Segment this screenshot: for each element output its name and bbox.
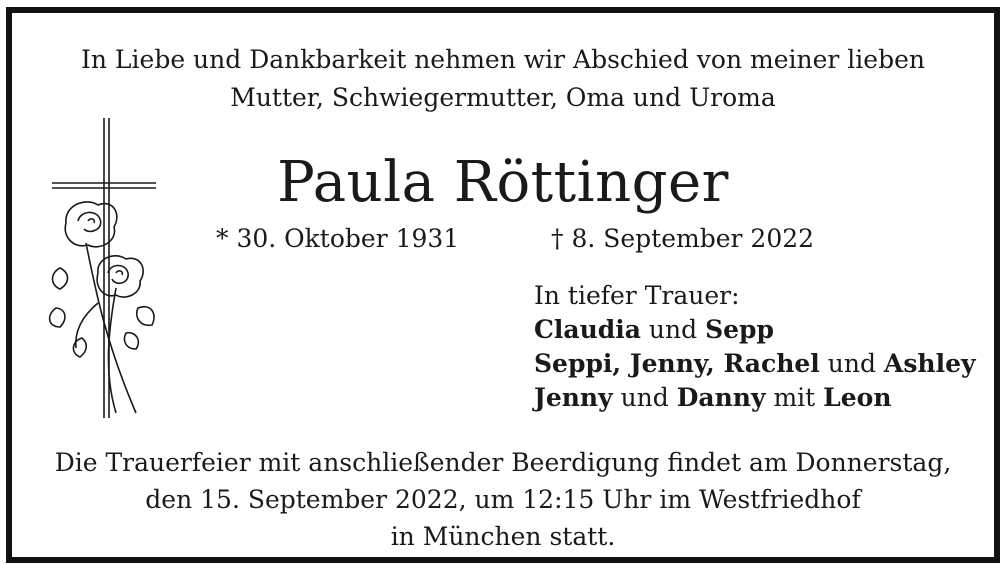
mourner-name: Danny [676, 383, 766, 412]
intro-text [12, 41, 994, 117]
mourner-name: Ashley [883, 349, 976, 378]
obituary-frame [6, 7, 1000, 563]
mourners-line-2 [534, 347, 976, 381]
mourners-line-1 [534, 313, 976, 347]
mourner-connector: mit [765, 383, 824, 412]
mourners-heading: In tiefer Trauer: [534, 281, 740, 310]
intro-line-2: Mutter, Schwiegermutter, Oma und Uroma [230, 83, 776, 112]
funeral-details [12, 444, 994, 555]
birth-date: * 30. Oktober 1931 [216, 224, 460, 253]
mourner-name: Leon [823, 383, 892, 412]
death-date: † 8. September 2022 [551, 224, 815, 253]
mourner-name: Sepp [705, 315, 774, 344]
mourner-connector: und [819, 349, 884, 378]
deceased-name: Paula Röttinger [277, 150, 729, 215]
mourner-name: Jenny [534, 383, 613, 412]
funeral-line-3: in München statt. [390, 522, 616, 551]
funeral-line-2: den 15. September 2022, um 12:15 Uhr im Westfriedhof [145, 485, 861, 514]
mourner-name: Seppi, Jenny, Rachel [534, 349, 820, 378]
mourner-connector: und [612, 383, 677, 412]
mourner-connector: und [640, 315, 706, 344]
mourner-name: Claudia [534, 315, 641, 344]
funeral-line-1: Die Trauerfeier mit anschließender Beerdigung findet am Donnerstag, [54, 448, 952, 477]
mourners-line-3 [534, 381, 976, 415]
intro-line-1: In Liebe und Dankbarkeit nehmen wir Abschied von meiner lieben [81, 45, 925, 74]
mourners-list [534, 279, 976, 415]
